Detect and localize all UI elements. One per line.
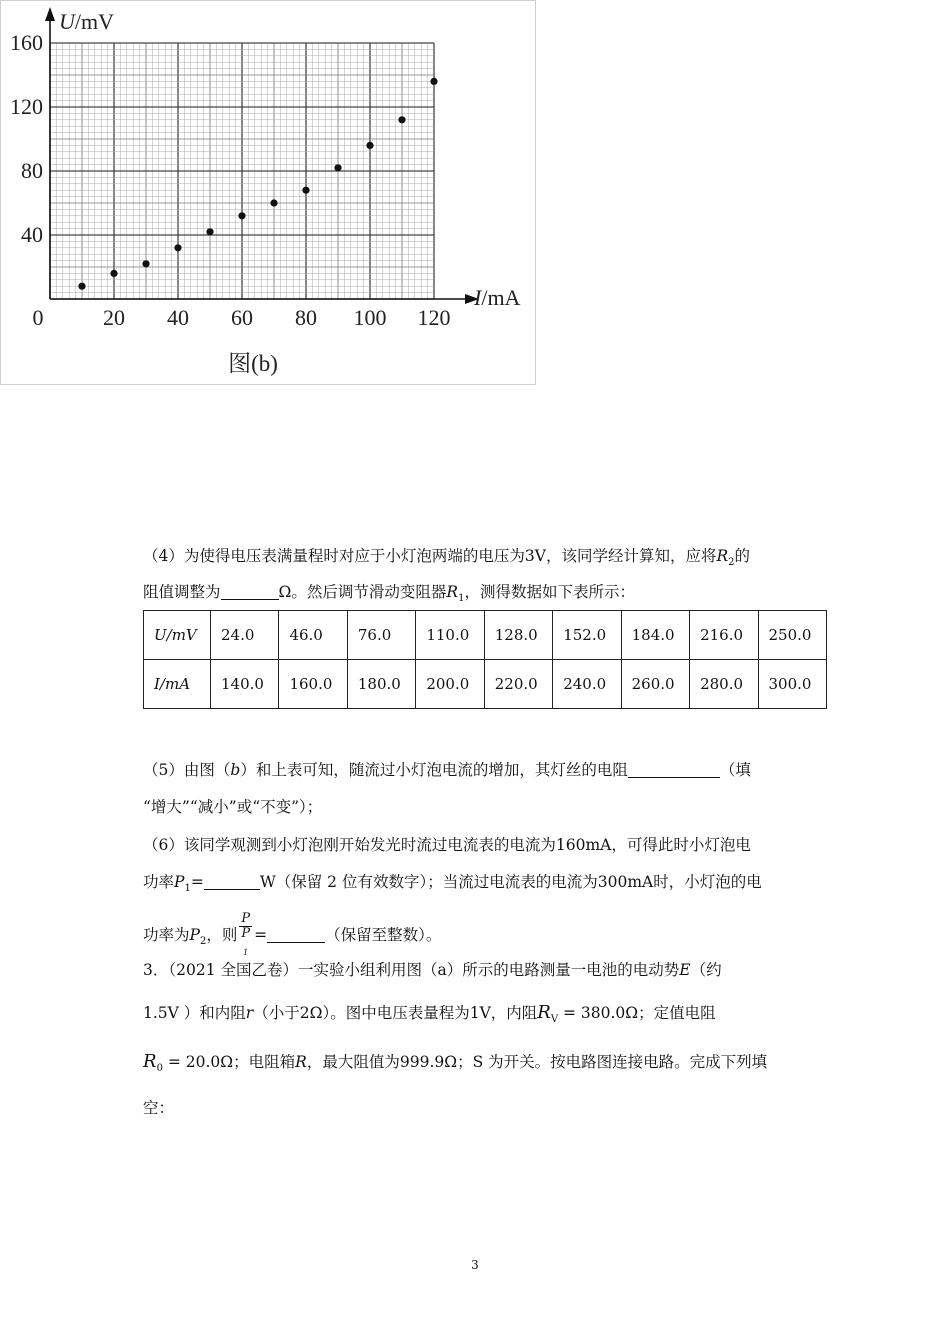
table-cell: 240.0 [553, 660, 621, 709]
x-tick-label: 40 [167, 305, 189, 330]
y-tick-label: 120 [10, 94, 43, 119]
table-cell: 184.0 [621, 611, 689, 660]
data-point [334, 164, 341, 171]
table-cell: 300.0 [758, 660, 827, 709]
data-point [398, 116, 405, 123]
table-cell: 110.0 [416, 611, 484, 660]
q4-line2: 阻值调整为 Ω。然后调节滑动变阻器$R_1$，测得数据如下表所示： [143, 583, 635, 604]
answer-blank-p1[interactable] [204, 873, 260, 890]
data-table [143, 610, 827, 709]
x-tick-label: 120 [417, 305, 451, 330]
chart-grid [50, 43, 434, 299]
data-point [78, 283, 85, 290]
data-point [206, 228, 213, 235]
table-cell: 152.0 [553, 611, 621, 660]
table-cell: 160.0 [279, 660, 347, 709]
scatter-chart [1, 1, 535, 384]
table-cell: 220.0 [484, 660, 552, 709]
table-header-u: U/mV [144, 611, 211, 660]
table-cell: 24.0 [211, 611, 279, 660]
table-cell: 216.0 [690, 611, 758, 660]
data-point [302, 187, 309, 194]
table-cell: 280.0 [690, 660, 758, 709]
table-cell: 200.0 [416, 660, 484, 709]
chart-caption: 图(b) [228, 351, 278, 376]
table-cell: 128.0 [484, 611, 552, 660]
data-point [174, 244, 181, 251]
q5-line1: （5）由图（b）和上表可知，随流过小灯泡电流的增加，其灯丝的电阻 （填 [143, 761, 751, 779]
q3-line4: 空： [143, 1099, 175, 1117]
data-point [238, 212, 245, 219]
answer-blank-r2[interactable] [221, 583, 279, 600]
y-tick-label: 40 [21, 222, 43, 247]
x-tick-label: 80 [295, 305, 317, 330]
x-tick-label: 20 [103, 305, 125, 330]
x-tick-label: 100 [353, 305, 387, 330]
y-tick-label: 80 [21, 158, 43, 183]
q3-line2: 1.5V ）和内阻r（小于2Ω）。图中电压表量程为1V，内阻$R_V = 380.0\Omega$；定值电阻 [143, 1002, 716, 1025]
q4-line1: （4）为使得电压表满量程时对应于小灯泡两端的电压为3V，该同学经计算知，应将$R_2$的 [143, 547, 751, 568]
data-point [430, 78, 437, 85]
chart-figure [0, 0, 536, 385]
data-point [270, 199, 277, 206]
table-cell: 140.0 [211, 660, 279, 709]
data-point [366, 142, 373, 149]
table-row-voltage [144, 611, 827, 660]
table-header-i: I/mA [144, 660, 211, 709]
y-tick-label: 160 [10, 30, 43, 55]
data-point [110, 270, 117, 277]
data-point [142, 260, 149, 267]
power-ratio-fraction: P P $_1$ [241, 911, 251, 957]
q6-line3: 功率为$P_2$，则 P P $_1$ = （保留至整数）。 [143, 912, 441, 960]
answer-blank-resistance[interactable] [628, 761, 720, 778]
chart-labels [10, 9, 521, 376]
q5-line2: “增大”“减小”或“不变”）； [143, 798, 323, 816]
y-axis-arrow [45, 7, 55, 21]
q3-line1: 3．（2021 全国乙卷）一实验小组利用图（a）所示的电路测量一电池的电动势E（约 [143, 961, 722, 979]
page-number: 3 [471, 1258, 479, 1272]
chart-axes [45, 7, 479, 304]
table-row-current [144, 660, 827, 709]
x-tick-label: 60 [231, 305, 253, 330]
table-cell: 260.0 [621, 660, 689, 709]
table-cell: 180.0 [347, 660, 415, 709]
q6-line2: 功率$P_1= W$（保留 2 位有效数字）；当流过电流表的电流为300mA时，小灯泡的电 [143, 873, 762, 894]
origin-label: 0 [32, 305, 44, 330]
answer-blank-ratio[interactable] [267, 926, 325, 943]
table-cell: 76.0 [347, 611, 415, 660]
table-cell: 46.0 [279, 611, 347, 660]
x-axis-label: I/mA [474, 285, 521, 310]
q3-line3: $R_0 = 20.0\Omega$；电阻箱R，最大阻值为999.9Ω；S 为开关。按电路图连接电路。完成下列填 [143, 1051, 768, 1074]
table-cell: 250.0 [758, 611, 827, 660]
y-axis-label: U/mV [59, 9, 115, 34]
q6-line1: （6）该同学观测到小灯泡刚开始发光时流过电流表的电流为160mA，可得此时小灯泡电 [143, 836, 751, 854]
